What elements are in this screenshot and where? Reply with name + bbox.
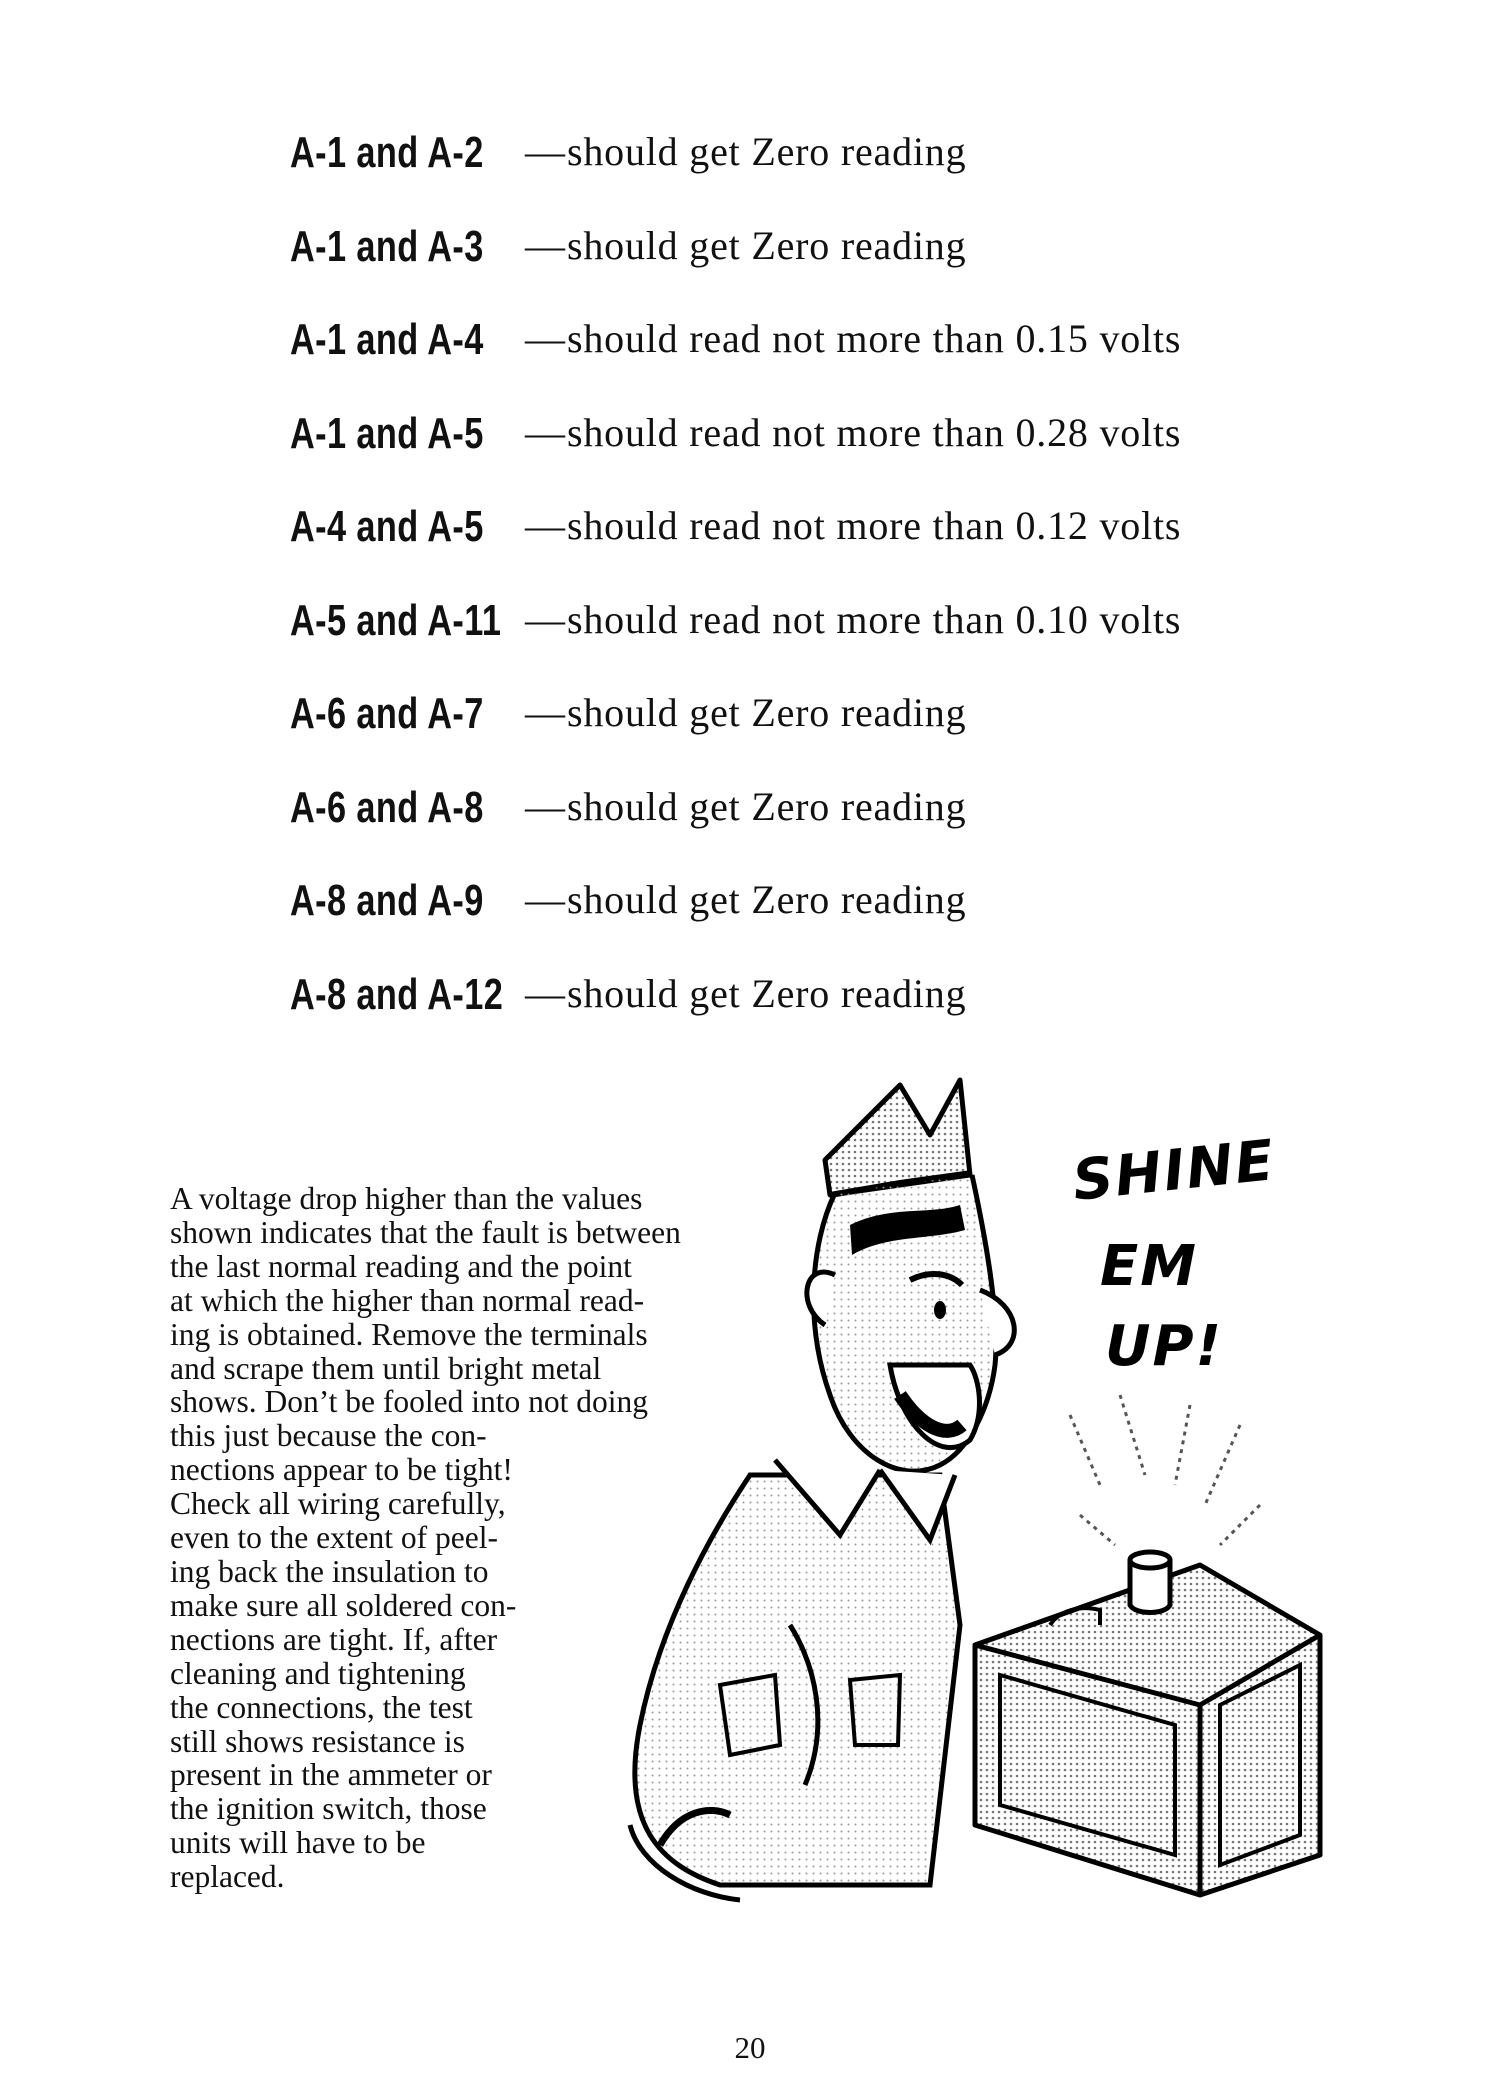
explanation-paragraph	[170, 1182, 810, 1894]
paragraph-line: this just because the con-	[170, 1418, 487, 1454]
terminal-pair	[290, 315, 497, 365]
terminal-a: A-6	[290, 782, 347, 832]
reading-result: should read not more than 0.12 volts	[567, 503, 1182, 548]
reading-result: should get Zero reading	[567, 783, 967, 829]
paragraph-line: and scrape them until bright metal	[170, 1350, 602, 1386]
terminal-a: A-1	[290, 128, 347, 177]
terminal-a: A-1	[290, 221, 347, 271]
terminal-pair	[290, 409, 497, 459]
reading-row	[290, 128, 1350, 222]
shout-line-2: EM	[1100, 1234, 1198, 1299]
terminal-a: A-8	[290, 969, 347, 1019]
paragraph-line: ing is obtained. Remove the terminals	[170, 1316, 648, 1352]
reading-row	[290, 876, 1350, 970]
terminal-pair	[290, 502, 497, 552]
reading-row	[290, 970, 1350, 1064]
paragraph-line: nections are tight. If, after	[170, 1621, 498, 1657]
soldier-head	[807, 1175, 1014, 1471]
terminal-b: A-5	[427, 408, 484, 458]
paragraph-line: make sure all soldered con-	[170, 1587, 517, 1623]
paragraph-line: nections appear to be tight!	[170, 1452, 513, 1488]
dash: —	[525, 222, 565, 268]
reading-result: should get Zero reading	[567, 222, 967, 268]
paragraph-line: units will have to be	[170, 1825, 426, 1861]
reading-result: should read not more than 0.10 volts	[567, 596, 1182, 642]
paragraph-line: shown indicates that the fault is between	[170, 1214, 681, 1250]
reading-result: should get Zero reading	[567, 129, 967, 174]
terminal-pair	[290, 128, 497, 178]
terminal-b: A-3	[427, 221, 484, 271]
shout-line-3: UP!	[1105, 1314, 1224, 1379]
paragraph-line: Check all wiring carefully,	[170, 1486, 506, 1522]
paragraph-line: shows. Don’t be fooled into not doing	[170, 1384, 649, 1420]
terminal-pair	[290, 595, 502, 646]
reading-result: should get Zero reading	[567, 970, 967, 1016]
terminal-b: A-2	[427, 128, 484, 177]
paragraph-line: the last normal reading and the point	[170, 1248, 632, 1284]
and-word: and	[356, 128, 419, 177]
garrison-cap	[825, 1080, 972, 1195]
dash: —	[525, 690, 565, 735]
terminal-b: A-12	[427, 969, 504, 1019]
shout-line-1: SHINE	[1069, 1128, 1279, 1214]
dash: —	[525, 596, 565, 642]
terminal-a: A-5	[290, 595, 347, 645]
reading-row	[290, 783, 1350, 877]
paragraph-line: replaced.	[170, 1859, 285, 1895]
paragraph-line: ing back the insulation to	[170, 1553, 489, 1589]
dash: —	[525, 970, 565, 1016]
reading-row	[290, 596, 1350, 690]
reading-row	[290, 409, 1350, 503]
terminal-a: A-6	[290, 689, 347, 738]
shine-sparkle-icon	[1070, 1395, 1260, 1545]
paragraph-line: even to the extent of peel-	[170, 1520, 498, 1556]
and-word: and	[356, 315, 419, 364]
terminal-pair	[290, 969, 504, 1020]
paragraph-line: cleaning and tightening	[170, 1655, 466, 1691]
paragraph-line: present in the ammeter or	[170, 1757, 492, 1793]
and-word: and	[356, 502, 419, 551]
dash: —	[525, 316, 565, 361]
terminal-b: A-7	[427, 689, 484, 738]
paragraph-line: the ignition switch, those	[170, 1791, 487, 1827]
terminal-a: A-8	[290, 876, 347, 925]
terminal-pair	[290, 783, 497, 833]
terminal-pair	[290, 876, 497, 926]
paragraph-line: at which the higher than normal read-	[170, 1282, 645, 1318]
page-number: 20	[734, 2030, 766, 2065]
terminal-a: A-1	[290, 408, 347, 458]
and-word: and	[356, 969, 419, 1019]
and-word: and	[356, 689, 419, 738]
and-word: and	[356, 595, 419, 645]
dash: —	[525, 783, 565, 829]
reading-result: should read not more than 0.28 volts	[567, 409, 1182, 455]
terminal-a: A-1	[290, 315, 347, 364]
terminal-b: A-11	[427, 595, 502, 645]
dash: —	[525, 129, 565, 174]
paragraph-line: A voltage drop higher than the values	[170, 1181, 643, 1216]
reading-row	[290, 315, 1350, 409]
terminal-pair	[290, 222, 497, 272]
and-word: and	[356, 782, 419, 832]
dash: —	[525, 877, 565, 922]
and-word: and	[356, 876, 419, 925]
terminal-b: A-5	[427, 502, 484, 551]
dash: —	[525, 503, 565, 548]
terminal-b: A-9	[427, 876, 484, 925]
battery-icon	[975, 1552, 1320, 1895]
terminal-pair	[290, 689, 497, 739]
dash: —	[525, 409, 565, 455]
and-word: and	[356, 408, 419, 458]
terminal-b: A-4	[427, 315, 484, 364]
voltage-readings-list	[290, 128, 1350, 1063]
reading-result: should read not more than 0.15 volts	[567, 316, 1182, 361]
reading-result: should get Zero reading	[567, 877, 967, 922]
reading-row	[290, 502, 1350, 596]
paragraph-line: the connections, the test	[170, 1689, 473, 1725]
reading-row	[290, 689, 1350, 783]
reading-result: should get Zero reading	[567, 690, 967, 735]
and-word: and	[356, 221, 419, 271]
terminal-b: A-8	[427, 782, 484, 832]
terminal-a: A-4	[290, 502, 347, 551]
paragraph-line: still shows resistance is	[170, 1723, 465, 1759]
reading-row	[290, 222, 1350, 316]
